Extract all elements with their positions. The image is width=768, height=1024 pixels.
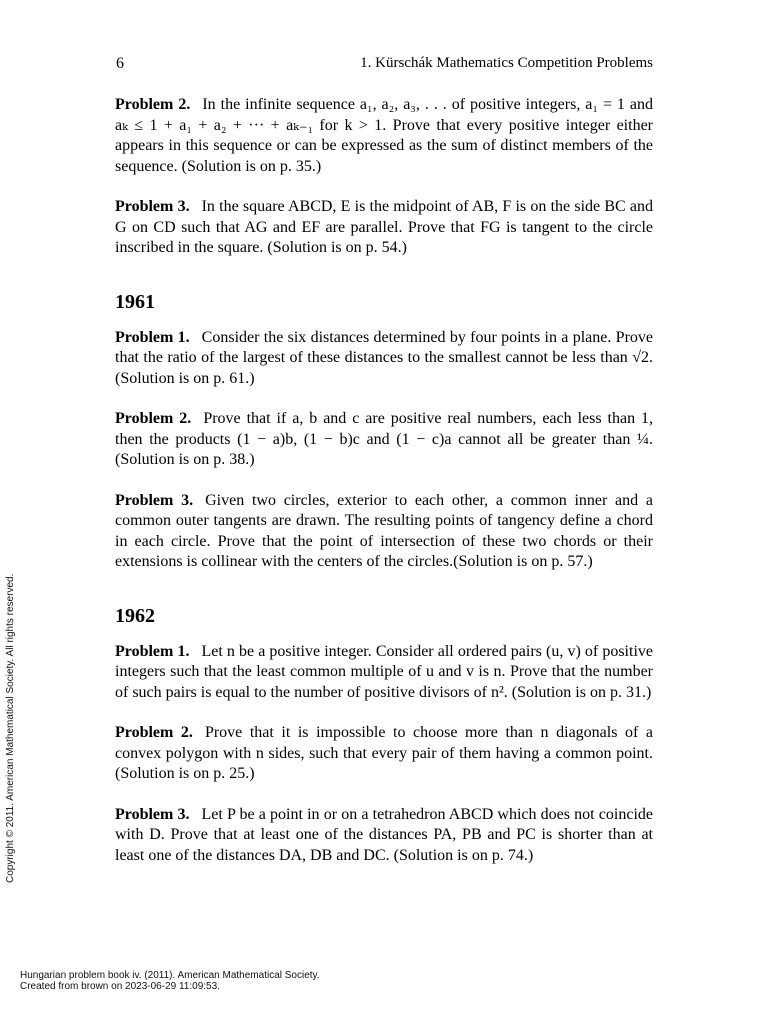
section-continuation (115, 95, 653, 259)
problem-label: Problem 1. (115, 328, 190, 346)
problem-text: Given two circles, exterior to each other, a common inner and a common outer tangents are drawn. The resulting points of tangency define a chord in each circle. Prove that the point of intersection of these two chords or their extensions is collinear with the centers of the circles.(Solution is on p. 57.) (115, 491, 654, 570)
problem-paragraph (115, 491, 653, 573)
problem-paragraph (115, 95, 653, 177)
running-head: 1. Kürschák Mathematics Competition Problems (360, 55, 653, 71)
problem-label: Problem 1. (115, 642, 190, 660)
problem-paragraph (115, 197, 653, 259)
problem-label: Problem 3. (115, 198, 190, 215)
year-heading: 1961 (115, 290, 155, 313)
problem-text: Let P be a point in or on a tetrahedron ABCD which does not coincide with D. Prove that at least one of the distances PA, PB and PC is shorter than at least one of the distances DA, DB and DC. (Solution is on p. 74.) (115, 805, 653, 864)
problem-paragraph (115, 805, 653, 867)
problem-text: In the infinite sequence a₁, a₂, a₃, . . . of positive integers, a₁ = 1 and aₖ ≤ 1 + a₁ + a₂ + ··· + aₖ₋₁ for k > 1. Prove that every positive integer either appears in this sequence or can be expressed as the sum of distinct members of the sequence. (Solution is on p. 35.) (115, 96, 654, 175)
problem-label: Problem 3. (115, 805, 190, 823)
problem-label: Problem 3. (115, 491, 194, 509)
section-1961 (115, 291, 653, 573)
problem-text: Let n be a positive integer. Consider all ordered pairs (u, v) of positive integers such that the least common multiple of u and v is n. Prove that the number of such pairs is equal to the number of positive divisors of n². (Solution is on p. 31.) (115, 642, 653, 701)
problem-paragraph (115, 642, 653, 704)
problem-paragraph (115, 409, 653, 471)
copyright-notice: Copyright © 2011. American Mathematical Society. All rights reserved. (5, 573, 16, 883)
page-content (115, 95, 653, 886)
problem-label: Problem 2. (115, 410, 192, 427)
problem-text: Prove that it is impossible to choose more than n diagonals of a convex polygon with n sides, such that every pair of them having a common point. (Solution is on p. 25.) (115, 724, 654, 782)
problem-text: Prove that if a, b and c are positive real numbers, each less than 1, then the products (1 − a)b, (1 − b)c and (1 − c)a cannot all be greater than ¼.(Solution is on p. 38.) (115, 410, 654, 468)
year-heading: 1962 (115, 604, 155, 627)
footer-created: Created from brown on 2023-06-29 11:09:53. (20, 981, 220, 992)
problem-text: Consider the six distances determined by four points in a plane. Prove that the ratio of the largest of these distances to the smallest cannot be less than √2. (Solution is on p. 61.) (115, 328, 654, 387)
section-1962 (115, 605, 653, 867)
problem-paragraph (115, 723, 653, 785)
problem-text: In the square ABCD, E is the midpoint of AB, F is on the side BC and G on CD such that AG and EF are parallel. Prove that FG is tangent to the circle inscribed in the square. (Solution is on p. 54.) (115, 198, 654, 256)
problem-label: Problem 2. (115, 96, 191, 113)
footer-citation: Hungarian problem book iv. (2011). American Mathematical Society. (20, 970, 320, 981)
problem-label: Problem 2. (115, 724, 193, 741)
page-number: 6 (116, 55, 124, 72)
footer (20, 970, 320, 992)
problem-paragraph (115, 328, 653, 390)
